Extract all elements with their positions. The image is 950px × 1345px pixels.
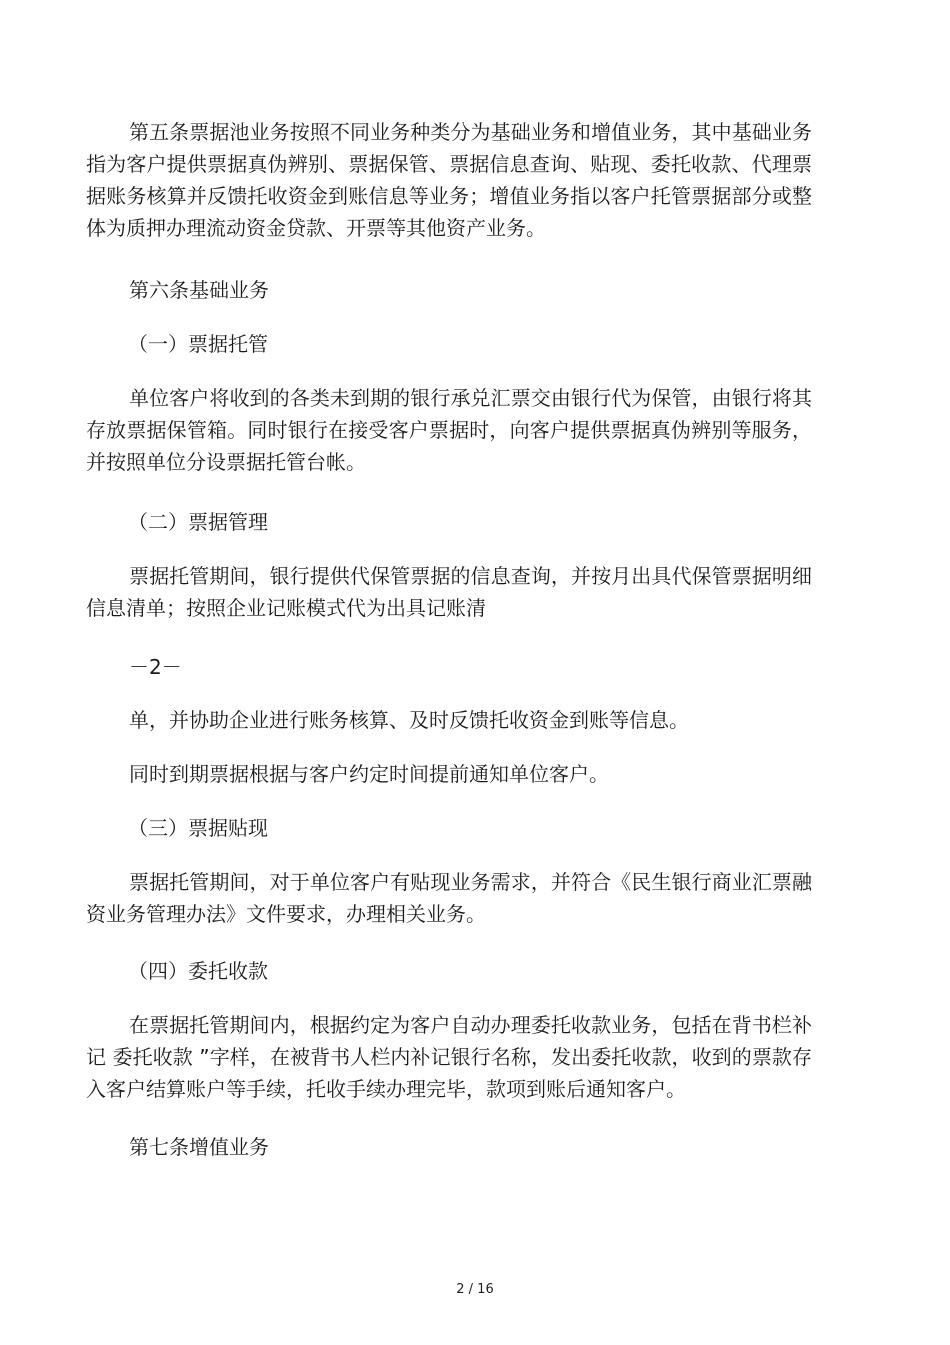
continuation-line-1: 单，并协助企业进行账务核算、及时反馈托收资金到账等信息。 bbox=[129, 708, 689, 732]
section-2-paragraph: 票据托管期间，银行提供代保管票据的信息查询，并按月出具代保管票据明细信息清单；按照企业记账模式代为出具记账清 bbox=[86, 564, 812, 620]
section-1-heading: （一）票据托管 bbox=[128, 332, 268, 356]
section-1-paragraph: 单位客户将收到的各类未到期的银行承兑汇票交由银行代为保管，由银行将其存放票据保管箱。同时银行在接受客户票据时，向客户提供票据真伪辨别等服务，并按照单位分设票据托管台帐。 bbox=[86, 386, 812, 474]
section-4-heading: （四）委托收款 bbox=[128, 959, 268, 983]
article-6-heading: 第六条基础业务 bbox=[129, 278, 269, 302]
article-5-paragraph: 第五条票据池业务按照不同业务种类分为基础业务和增值业务，其中基础业务指为客户提供票据真伪辨别、票据保管、票据信息查询、贴现、委托收款、代理票据账务核算并反馈托收资金到账信息等业务；增值业务指以客户托管票据部分或整体为质押办理流动资金贷款、开票等其他资产业务。 bbox=[86, 120, 812, 240]
continuation-line-2: 同时到期票据根据与客户约定时间提前通知单位客户。 bbox=[129, 762, 609, 786]
section-2-heading: （二）票据管理 bbox=[128, 510, 268, 534]
section-3-paragraph: 票据托管期间，对于单位客户有贴现业务需求，并符合《民生银行商业汇票融资业务管理办法》文件要求，办理相关业务。 bbox=[86, 870, 812, 926]
article-7-heading: 第七条增值业务 bbox=[129, 1135, 269, 1159]
section-4-paragraph: 在票据托管期间内，根据约定为客户自动办理委托收款业务，包括在背书栏补记 委托收款 ”字样，在被背书人栏内补记银行名称，发出委托收款，收到的票款存入客户结算账户等手续，托收手续办理完毕，款项到账后通知客户。 bbox=[86, 1013, 812, 1101]
page-indicator: 2 / 16 bbox=[456, 1282, 494, 1297]
section-3-heading: （三）票据贴现 bbox=[128, 816, 268, 840]
inline-page-number: －2－ bbox=[129, 655, 182, 679]
